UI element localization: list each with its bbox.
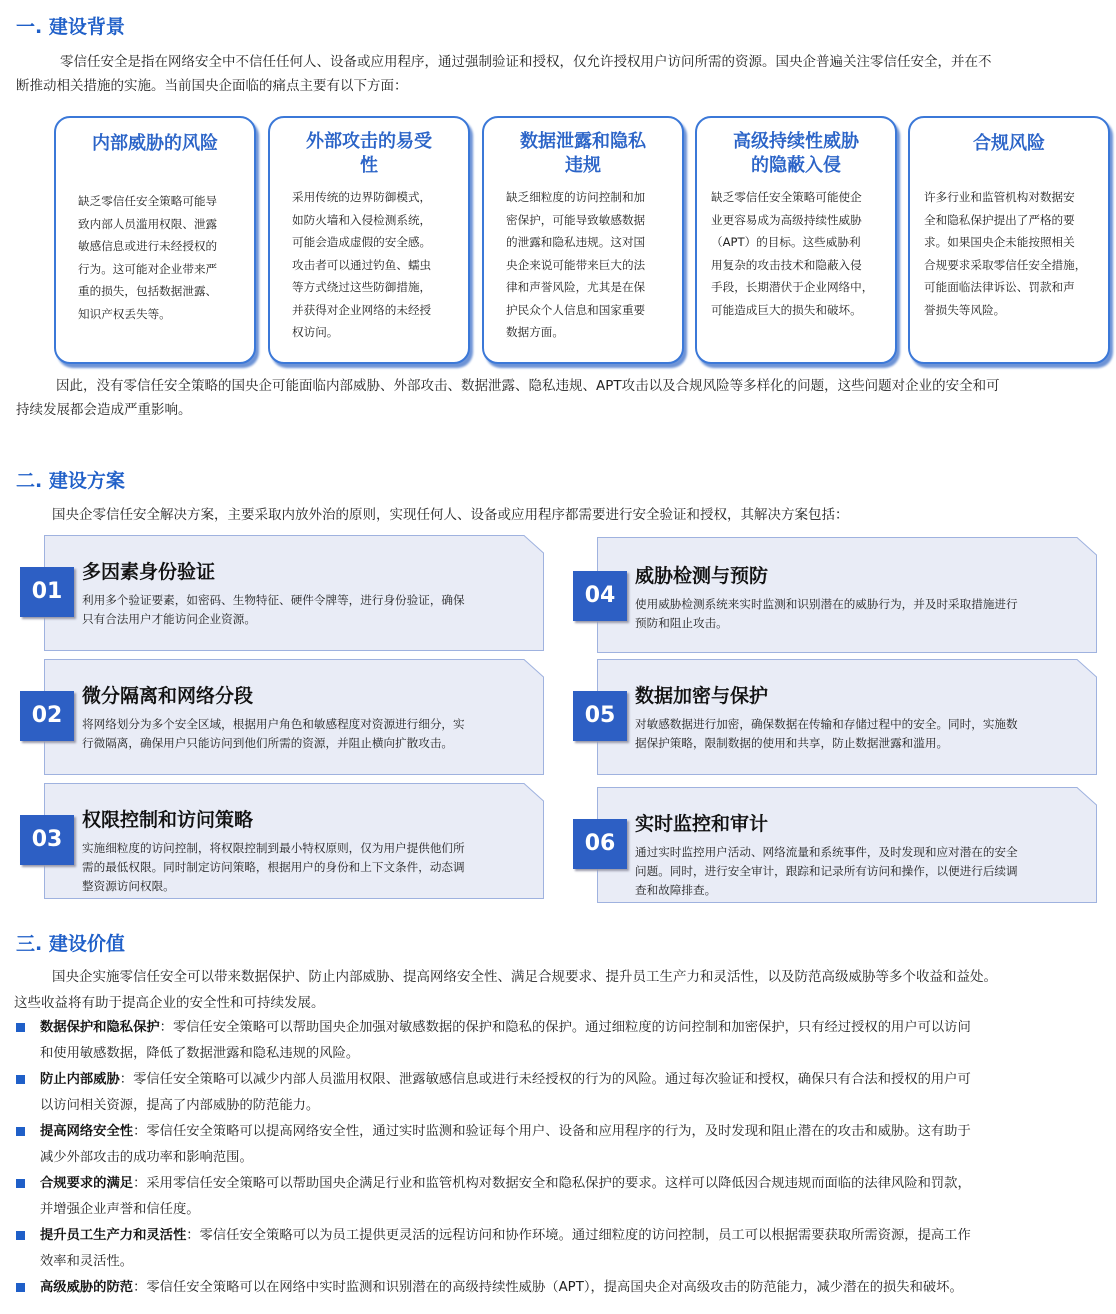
solution-number: 01 bbox=[20, 567, 74, 617]
card-title-line: 高级持续性威胁 bbox=[733, 131, 859, 152]
value-bullet-network-security bbox=[16, 1119, 1066, 1171]
bullet-text bbox=[40, 1171, 1066, 1223]
card-body bbox=[711, 186, 881, 321]
card-body bbox=[292, 186, 454, 344]
bullet-label: 高级威胁的防范 bbox=[40, 1280, 134, 1295]
bullet-square-icon bbox=[16, 1127, 25, 1136]
card-title-line: 数据泄露和隐私 bbox=[520, 131, 646, 152]
bullet-label: 提高网络安全性 bbox=[40, 1124, 134, 1139]
card-line: 全和隐私保护提出了严格的要 bbox=[924, 212, 1075, 227]
bullet-line: 减少外部攻击的成功率和影响范围。 bbox=[40, 1150, 253, 1165]
desc-line: 使用威胁检测系统来实时监测和识别潜在的威胁行为，并及时采取措施进行 bbox=[635, 597, 1018, 611]
solution-item-mfa bbox=[20, 535, 545, 651]
card-title-line: 内部威胁的风险 bbox=[92, 133, 218, 154]
solution-item-threat-detection bbox=[573, 537, 1098, 653]
solution-title: 数据加密与保护 bbox=[635, 685, 769, 707]
risk-card-data-leak bbox=[482, 116, 684, 364]
card-line: 攻击者可以通过钓鱼、蠕虫 bbox=[292, 257, 432, 272]
value-bullet-insider-threat bbox=[16, 1067, 1066, 1119]
card-body bbox=[506, 186, 668, 344]
solution-item-monitoring-audit bbox=[573, 787, 1098, 903]
card-line: 缺乏零信任安全策略可能导 bbox=[78, 194, 218, 208]
value-intro-line: 这些收益将有助于提高企业的安全性和可持续发展。 bbox=[14, 995, 325, 1011]
value-bullet-apt-defense bbox=[16, 1275, 1066, 1301]
conclusion-line: 因此，没有零信任安全策略的国央企可能面临内部威胁、外部攻击、数据泄露、隐私违规、APT攻击以及合规风险等多样化的问题，这些问题对企业的安全和可 bbox=[56, 378, 1000, 394]
card-line: 如防火墙和入侵检测系统， bbox=[292, 212, 432, 227]
solution-item-access-policy bbox=[20, 783, 545, 899]
desc-line: 查和故障排查。 bbox=[635, 883, 717, 897]
solution-desc bbox=[82, 715, 502, 753]
card-line: 合规要求采取零信任安全措施， bbox=[924, 257, 1087, 272]
solution-number: 05 bbox=[573, 691, 627, 741]
card-title bbox=[278, 130, 460, 178]
desc-line: 实施细粒度的访问控制，将权限控制到最小特权原则，仅为用户提供他们所 bbox=[82, 841, 465, 855]
value-intro bbox=[14, 964, 1109, 1016]
value-intro-line: 国央企实施零信任安全可以带来数据保护、防止内部威胁、提高网络安全性、满足合规要求、提升员工生产力和灵活性，以及防范高级威胁等多个收益和益处。 bbox=[52, 969, 997, 985]
card-line: 密保护，可能导致敏感数据 bbox=[506, 212, 646, 227]
solution-desc bbox=[635, 843, 1055, 900]
card-line: 誉损失等风险。 bbox=[924, 302, 1006, 317]
bullet-text bbox=[40, 1275, 1066, 1301]
desc-line: 将网络划分为多个安全区域，根据用户角色和敏感程度对资源进行细分，实 bbox=[82, 717, 465, 731]
bullet-text bbox=[40, 1223, 1066, 1275]
card-title-line: 性 bbox=[360, 155, 378, 176]
card-line: 许多行业和监管机构对数据安 bbox=[924, 190, 1075, 204]
solution-title: 实时监控和审计 bbox=[635, 813, 769, 835]
bullet-line: 以访问相关资源，提高了内部威胁的防范能力。 bbox=[40, 1098, 320, 1113]
card-line: 律和声誉风险，尤其是在保 bbox=[506, 280, 646, 294]
card-title-line: 违规 bbox=[565, 155, 601, 176]
solution-title: 权限控制和访问策略 bbox=[82, 809, 254, 831]
value-bullet-productivity bbox=[16, 1223, 1066, 1275]
intro-line: 断推动相关措施的实施。当前国央企面临的痛点主要有以下方面： bbox=[16, 78, 408, 94]
card-line: 的泄露和隐私违规。这对国 bbox=[506, 235, 646, 249]
solution-desc bbox=[82, 839, 502, 896]
card-line: 可能造成巨大的损失和破坏。 bbox=[711, 302, 862, 317]
intro-line: 零信任安全是指在网络安全中不信任任何人、设备或应用程序，通过强制验证和授权，仅允许授权用户访问所需的资源。国央企普遍关注零信任安全，并在不 bbox=[60, 54, 992, 70]
card-line: 等方式绕过这些防御措施， bbox=[292, 280, 432, 294]
card-title bbox=[705, 130, 887, 178]
risk-card-internal bbox=[54, 116, 256, 364]
card-line: 数据方面。 bbox=[506, 325, 564, 339]
section-title-value: 三. 建设价值 bbox=[16, 933, 125, 955]
risk-card-external bbox=[268, 116, 470, 364]
solution-number: 03 bbox=[20, 815, 74, 865]
bullet-line: 并增强企业声誉和信任度。 bbox=[40, 1202, 200, 1217]
card-line: 护民众个人信息和国家重要 bbox=[506, 302, 646, 317]
card-line: 采用传统的边界防御模式， bbox=[292, 190, 432, 204]
card-body bbox=[78, 190, 240, 325]
card-line: 求。如果国央企未能按照相关 bbox=[924, 235, 1075, 249]
card-title bbox=[918, 132, 1100, 156]
card-line: 敏感信息或进行未经授权的 bbox=[78, 239, 218, 253]
bullet-square-icon bbox=[16, 1075, 25, 1084]
card-line: 知识产权丢失等。 bbox=[78, 306, 171, 321]
solution-number: 06 bbox=[573, 819, 627, 869]
card-line: 手段，长期潜伏于企业网络中， bbox=[711, 280, 874, 294]
solution-item-data-encryption bbox=[573, 659, 1098, 775]
card-line: 用复杂的攻击技术和隐蔽入侵 bbox=[711, 257, 862, 272]
bullet-square-icon bbox=[16, 1283, 25, 1292]
conclusion-line: 持续发展都会造成严重影响。 bbox=[16, 402, 192, 418]
card-line: 可能面临法律诉讼、罚款和声 bbox=[924, 280, 1075, 294]
card-line: 央企来说可能带来巨大的法 bbox=[506, 257, 646, 272]
solution-title: 多因素身份验证 bbox=[82, 561, 216, 583]
desc-line: 问题。同时，进行安全审计，跟踪和记录所有访问和操作，以便进行后续调 bbox=[635, 864, 1018, 878]
bullet-label: 防止内部威胁 bbox=[40, 1072, 120, 1087]
card-line: 业更容易成为高级持续性威胁 bbox=[711, 212, 862, 227]
card-line: 重的损失，包括数据泄露、 bbox=[78, 284, 218, 298]
risk-card-compliance bbox=[908, 116, 1110, 364]
card-line: 可能会造成虚假的安全感。 bbox=[292, 235, 432, 249]
card-body bbox=[924, 186, 1094, 321]
solution-item-micro-segmentation bbox=[20, 659, 545, 775]
bullet-line: ：零信任安全策略可以帮助国央企加强对敏感数据的保护和隐私的保护。通过细粒度的访问控制和加密保护，只有经过授权的用户可以访问 bbox=[159, 1020, 971, 1035]
background-conclusion bbox=[16, 374, 1106, 422]
card-title bbox=[64, 132, 246, 156]
value-bullet-data-protection bbox=[16, 1015, 1066, 1067]
risk-card-apt bbox=[695, 116, 897, 364]
desc-line: 需的最低权限。同时制定访问策略，根据用户的身份和上下文条件，动态调 bbox=[82, 860, 465, 874]
bullet-text bbox=[40, 1119, 1066, 1171]
solution-desc bbox=[82, 591, 502, 629]
bullet-label: 提升员工生产力和灵活性 bbox=[40, 1228, 187, 1243]
desc-line: 预防和阻止攻击。 bbox=[635, 616, 728, 630]
desc-line: 只有合法用户才能访问企业资源。 bbox=[82, 612, 256, 626]
bullet-square-icon bbox=[16, 1231, 25, 1240]
card-line: 缺乏细粒度的访问控制和加 bbox=[506, 190, 646, 204]
desc-line: 对敏感数据进行加密，确保数据在传输和存储过程中的安全。同时，实施数 bbox=[635, 717, 1018, 731]
bullet-label: 合规要求的满足 bbox=[40, 1176, 134, 1191]
bullet-line: 效率和灵活性。 bbox=[40, 1254, 134, 1269]
solution-title: 威胁检测与预防 bbox=[635, 565, 769, 587]
card-title-line: 外部攻击的易受 bbox=[306, 131, 432, 152]
solution-title: 微分隔离和网络分段 bbox=[82, 685, 254, 707]
bullet-line: ：零信任安全策略可以为员工提供更灵活的远程访问和协作环境。通过细粒度的访问控制，员工可以根据需要获取所需资源，提高工作 bbox=[186, 1228, 971, 1243]
value-bullet-compliance bbox=[16, 1171, 1066, 1223]
card-line: 行为。这可能对企业带来严 bbox=[78, 261, 218, 276]
solution-number: 04 bbox=[573, 571, 627, 621]
card-line: 权访问。 bbox=[292, 325, 339, 339]
card-line: （APT）的目标。这些威胁利 bbox=[711, 235, 861, 249]
bullet-line: 和使用敏感数据，降低了数据泄露和隐私违规的风险。 bbox=[40, 1046, 360, 1061]
desc-line: 行微隔离，确保用户只能访问到他们所需的资源，并阻止横向扩散攻击。 bbox=[82, 736, 454, 750]
desc-line: 利用多个验证要素，如密码、生物特征、硬件令牌等，进行身份验证，确保 bbox=[82, 593, 465, 607]
solution-desc bbox=[635, 595, 1055, 633]
card-title-line: 的隐蔽入侵 bbox=[751, 155, 841, 176]
background-intro bbox=[16, 50, 1106, 98]
bullet-text bbox=[40, 1067, 1066, 1119]
bullet-line: ：零信任安全策略可以提高网络安全性，通过实时监测和验证每个用户、设备和应用程序的行为，及时发现和阻止潜在的攻击和威胁。这有助于 bbox=[133, 1124, 971, 1139]
solution-number: 02 bbox=[20, 691, 74, 741]
bullet-line: ：零信任安全策略可以在网络中实时监测和识别潜在的高级持续性威胁（APT），提高国央企对高级攻击的防范能力，减少潜在的损失和破坏。 bbox=[133, 1280, 963, 1295]
section-title-background: 一. 建设背景 bbox=[16, 16, 125, 38]
desc-line: 通过实时监控用户活动、网络流量和系统事件，及时发现和应对潜在的安全 bbox=[635, 845, 1018, 859]
solution-desc bbox=[635, 715, 1055, 753]
desc-line: 据保护策略，限制数据的使用和共享，防止数据泄露和滥用。 bbox=[635, 736, 949, 750]
desc-line: 整资源访问权限。 bbox=[82, 879, 175, 893]
card-line: 致内部人员滥用权限、泄露 bbox=[78, 216, 218, 231]
bullet-square-icon bbox=[16, 1179, 25, 1188]
card-line: 并获得对企业网络的未经授 bbox=[292, 302, 432, 317]
card-title bbox=[492, 130, 674, 178]
bullet-line: ：采用零信任安全策略可以帮助国央企满足行业和监管机构对数据安全和隐私保护的要求。这样可以降低因合规违规而面临的法律风险和罚款， bbox=[133, 1176, 971, 1191]
card-line: 缺乏零信任安全策略可能使企 bbox=[711, 190, 862, 204]
bullet-line: ：零信任安全策略可以减少内部人员滥用权限、泄露敏感信息或进行未经授权的行为的风险。通过每次验证和授权，确保只有合法和授权的用户可 bbox=[119, 1072, 971, 1087]
bullet-square-icon bbox=[16, 1023, 25, 1032]
solution-intro: 国央企零信任安全解决方案，主要采取内放外治的原则，实现任何人、设备或应用程序都需要进行安全验证和授权，其解决方案包括： bbox=[52, 507, 849, 523]
section-title-solution: 二. 建设方案 bbox=[16, 470, 125, 492]
card-title-line: 合规风险 bbox=[973, 133, 1045, 154]
bullet-text bbox=[40, 1015, 1066, 1067]
bullet-label: 数据保护和隐私保护 bbox=[40, 1020, 160, 1035]
